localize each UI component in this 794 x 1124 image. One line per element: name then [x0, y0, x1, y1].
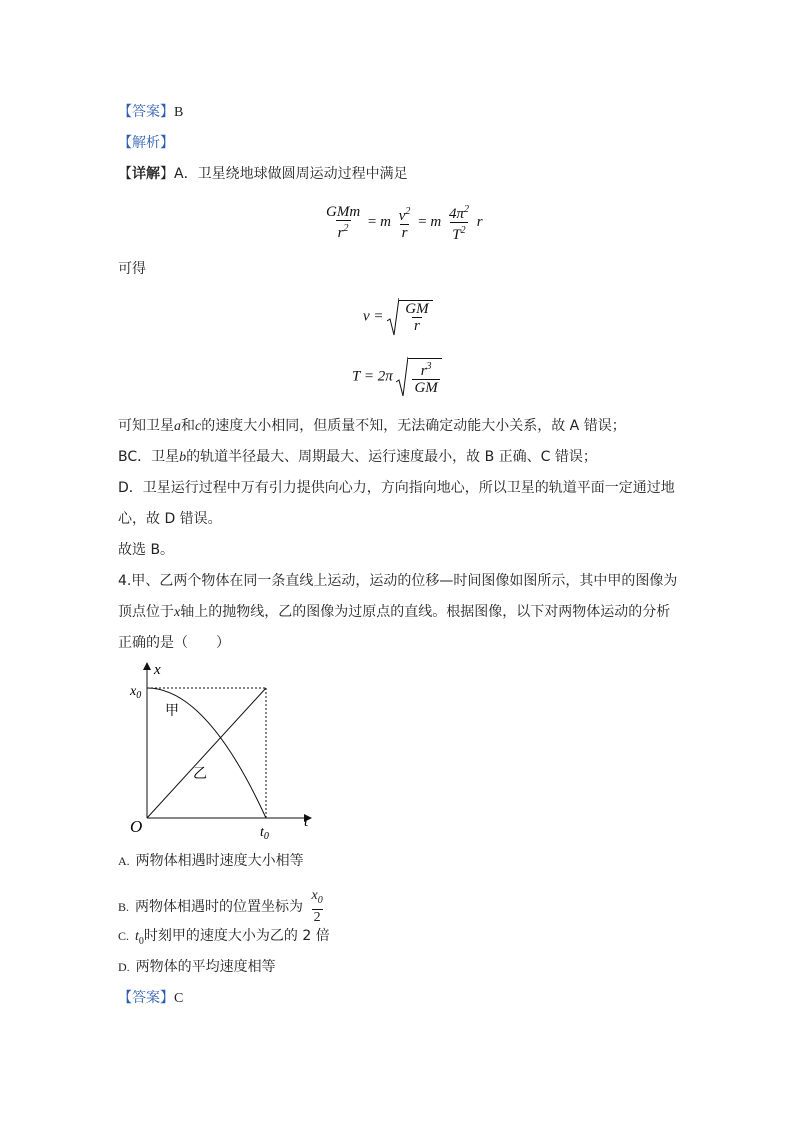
answer-value: B [174, 105, 184, 120]
eq1-m1: m [380, 213, 391, 230]
detail-label: 详解 [132, 166, 160, 182]
equation-period [352, 356, 442, 398]
option-b-text: 两物体相遇时的位置坐标为 [135, 898, 304, 915]
optb-num: x [311, 888, 318, 903]
jia-label: 甲 [165, 703, 179, 719]
answer2-bracket-close: 】 [160, 990, 174, 1006]
option-c-sub: 0 [138, 935, 144, 947]
x0-sub: 0 [136, 690, 142, 701]
para1-a: 可知卫星 [118, 418, 174, 434]
option-c-letter: C. [118, 929, 130, 943]
sqrt-icon [387, 297, 399, 337]
t0-label [260, 825, 269, 842]
analysis-bracket-close: 】 [160, 135, 174, 151]
answer2-bracket-open: 【 [118, 990, 132, 1006]
t0-sub: 0 [263, 831, 269, 842]
para1-c: 的速度大小相同，但质量不知，无法确定动能大小关系，故 A 错误； [201, 418, 626, 434]
analysis-bracket-open: 【 [118, 135, 132, 151]
option-b[interactable] [118, 888, 327, 926]
detail-line [118, 164, 408, 184]
answer2-label: 答案 [132, 990, 160, 1006]
x-axis-label: t [304, 814, 309, 830]
option-d-text: 两物体的平均速度相等 [135, 959, 276, 975]
eq1-v-den: r [401, 225, 408, 241]
eq1-f-num: 4π [448, 206, 464, 222]
eq1-m2: m [430, 213, 442, 230]
q4-line2b: 轴上的抛物线，乙的图像为过原点的直线。根据图像，以下对两物体运动的分析 [180, 604, 671, 620]
option-b-letter: B. [118, 899, 130, 914]
option-c-text: 时刻甲的速度大小为乙的 2 倍 [143, 928, 330, 944]
eq1-tail: r [476, 213, 483, 230]
eq1-sq4: 2 [460, 225, 466, 236]
option-a-letter: A. [118, 854, 130, 868]
para1-b: 和 [181, 418, 195, 434]
eq1-v-num: v [398, 208, 406, 224]
answer-label: 答案 [132, 104, 160, 120]
eq1-equals2: = [418, 213, 427, 230]
eq1-sq3: 2 [463, 204, 469, 215]
answer-line [118, 102, 183, 123]
analysis-label: 解析 [132, 135, 160, 151]
answer2-line [118, 988, 183, 1009]
eq3-lhs: T = 2π [352, 368, 393, 385]
eq1-equals1: = [367, 213, 377, 230]
equation-velocity [363, 297, 433, 337]
eq1-f-den: T [452, 227, 461, 243]
eq1-sq1: 2 [343, 223, 349, 234]
sqrt-icon [396, 356, 408, 398]
equation-gravity [322, 202, 483, 243]
option-a[interactable] [118, 851, 304, 871]
y-axis-label: x [154, 662, 161, 678]
conclusion: 故选 B。 [118, 542, 175, 558]
eq2-num: GM [405, 301, 429, 317]
q4-line2x: x [174, 605, 181, 620]
para1-var-c: c [195, 419, 202, 434]
answer2-value: C [174, 991, 184, 1006]
eq2-den: r [414, 318, 420, 334]
eq1-sq2: 2 [405, 206, 411, 217]
q4-line3: 正确的是（ ） [118, 635, 230, 651]
option-d[interactable] [118, 957, 276, 977]
option-c-t: t [135, 929, 139, 944]
para1-var-a: a [174, 419, 181, 434]
yi-label: 乙 [193, 766, 207, 782]
answer-bracket-close: 】 [160, 104, 174, 120]
para2-a: BC．卫星 [118, 449, 180, 465]
detail-bracket-close: 】 [160, 166, 174, 182]
t0-main: t [260, 825, 264, 840]
para-bc [118, 447, 597, 468]
detail-text: A．卫星绕地球做圆周运动过程中满足 [174, 166, 408, 182]
optb-den: 2 [313, 909, 321, 925]
xt-graph [118, 660, 328, 845]
optb-num-sub: 0 [317, 894, 323, 906]
para2-b: 的轨道半径最大、周期最大、运行速度最小，故 B 正确、C 错误； [186, 449, 597, 465]
keyi-text: 可得 [118, 261, 146, 277]
origin-label: O [130, 817, 143, 836]
option-d-letter: D. [118, 960, 130, 974]
x0-main: x [130, 684, 137, 699]
para-d-line2: 心，故 D 错误。 [118, 511, 222, 527]
eq3-num: r [420, 363, 427, 379]
para2-var-b: b [179, 450, 187, 465]
option-c[interactable] [118, 926, 330, 952]
q4-line1: 4.甲、乙两个物体在同一条直线上运动，运动的位移—时间图像如图所示，其中甲的图像为 [118, 573, 678, 589]
answer-bracket-open: 【 [118, 104, 132, 120]
q4-line2a: 顶点位于 [118, 604, 174, 620]
eq3-cube: 3 [426, 361, 432, 372]
eq1-lhs-num: GMm [326, 204, 361, 220]
q4-line2 [118, 602, 670, 623]
option-a-text: 两物体相遇时速度大小相等 [135, 853, 304, 869]
x0-label [129, 684, 141, 701]
analysis-heading [118, 133, 174, 153]
detail-bracket-open: 【 [118, 166, 132, 182]
para-d-line1: D．卫星运行过程中万有引力提供向心力，方向指向地心，所以卫星的轨道平面一定通过地 [118, 480, 675, 496]
option-b-fraction [309, 888, 324, 926]
eq3-den: GM [414, 380, 438, 396]
eq2-lhs: v = [363, 308, 384, 325]
eq1-lhs-den: r [337, 225, 344, 241]
para-a-c [118, 416, 626, 437]
